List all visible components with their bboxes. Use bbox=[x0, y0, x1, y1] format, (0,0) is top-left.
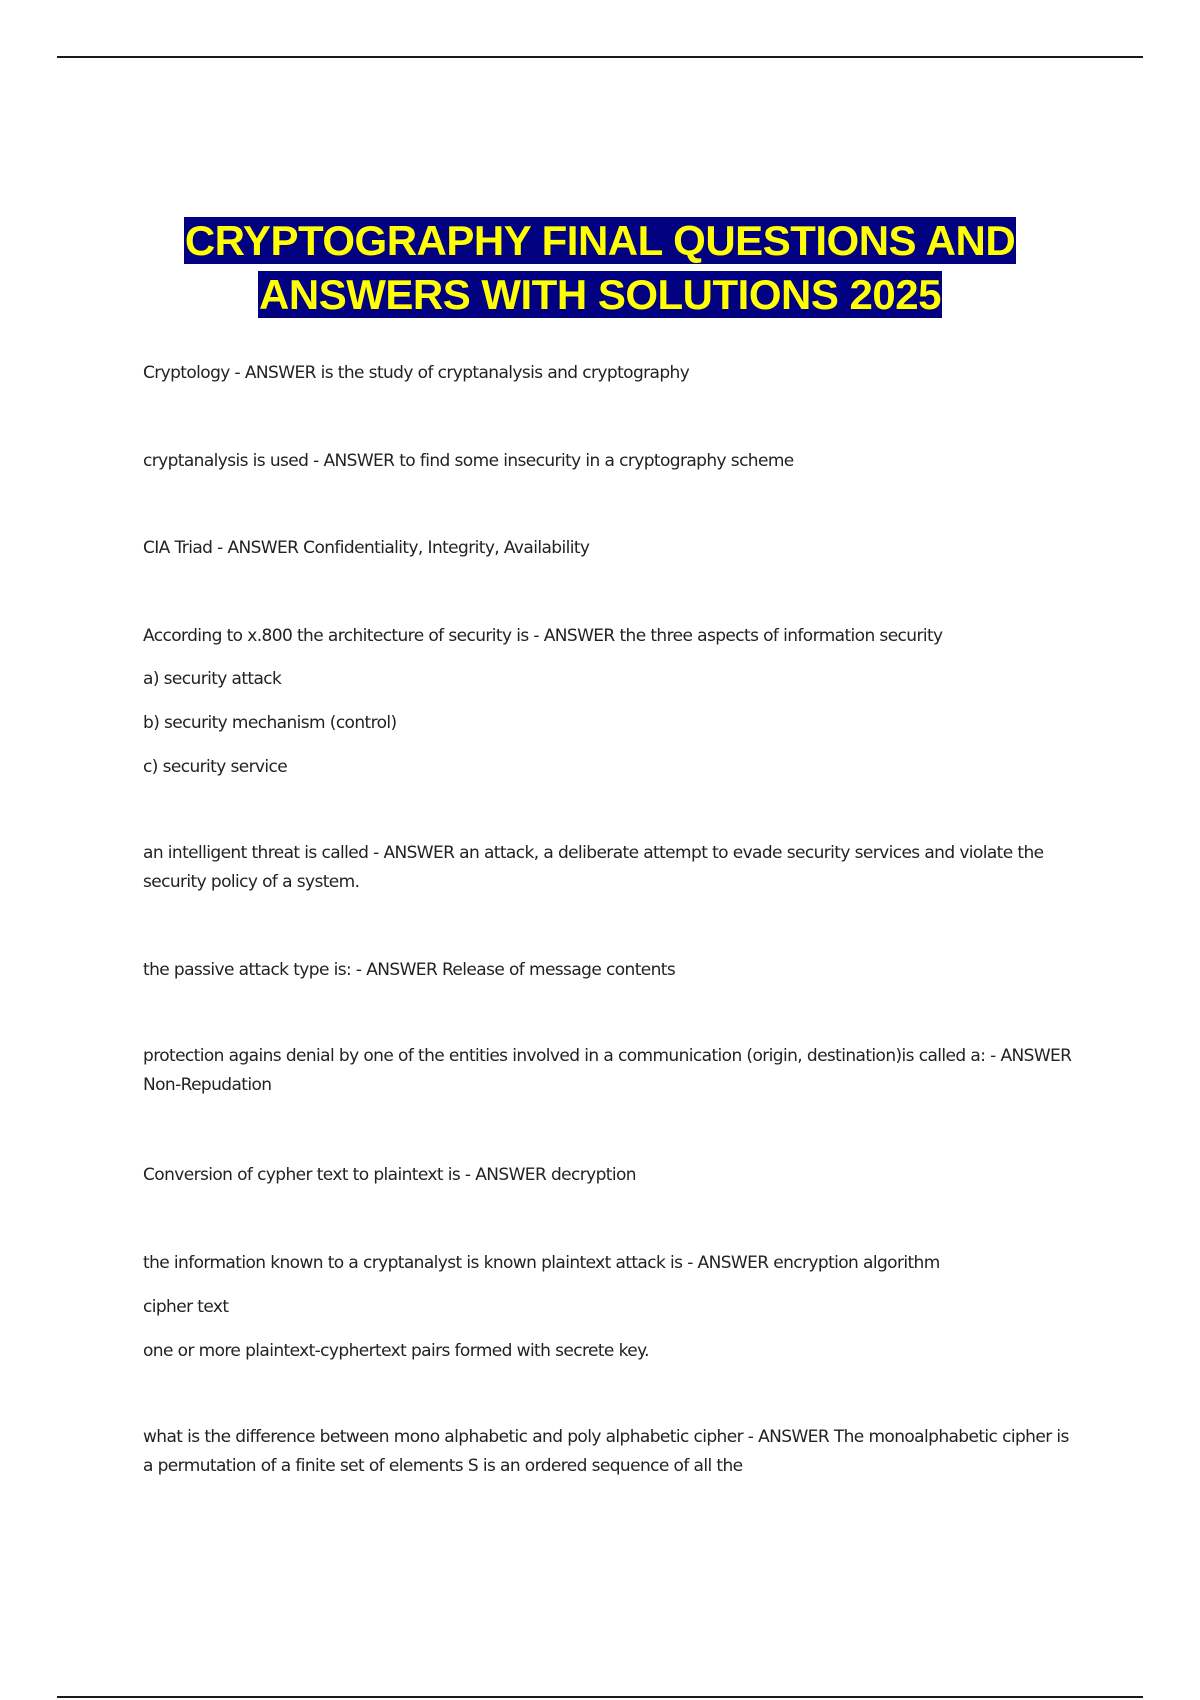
qa-item: Conversion of cypher text to plaintext is - ANSWER decryption bbox=[143, 1165, 636, 1185]
qa-item: an intelligent threat is called - ANSWER an attack, a deliberate attempt to evade security services and violate the security policy of a system. bbox=[143, 843, 1044, 892]
qa-subitem: c) security service bbox=[143, 757, 288, 777]
title-line-2: ANSWERS WITH SOLUTIONS 2025 bbox=[259, 271, 941, 318]
qa-item: the information known to a cryptanalyst is known plaintext attack is - ANSWER encryption algorithm bbox=[143, 1253, 940, 1273]
document-title bbox=[0, 214, 1200, 322]
footer-rule bbox=[57, 1696, 1143, 1698]
qa-subitem: one or more plaintext-cyphertext pairs formed with secrete key. bbox=[143, 1341, 649, 1361]
header-rule bbox=[57, 56, 1143, 58]
qa-item: what is the difference between mono alphabetic and poly alphabetic cipher - ANSWER The monoalphabetic cipher is a permutation of a finite set of elements S is an ordered sequence of all the bbox=[143, 1427, 1069, 1476]
qa-item: the passive attack type is: - ANSWER Release of message contents bbox=[143, 960, 676, 980]
qa-subitem: b) security mechanism (control) bbox=[143, 713, 397, 733]
qa-item: protection agains denial by one of the entities involved in a communication (origin, destination)is called a: - ANSWER Non-Repudation bbox=[143, 1046, 1072, 1095]
qa-subitem: cipher text bbox=[143, 1297, 229, 1317]
title-line-1: CRYPTOGRAPHY FINAL QUESTIONS AND bbox=[184, 217, 1016, 264]
qa-subitem: a) security attack bbox=[143, 669, 282, 689]
qa-item: cryptanalysis is used - ANSWER to find some insecurity in a cryptography scheme bbox=[143, 451, 794, 471]
qa-item: CIA Triad - ANSWER Confidentiality, Integrity, Availability bbox=[143, 538, 590, 558]
qa-item: According to x.800 the architecture of security is - ANSWER the three aspects of information security bbox=[143, 626, 943, 646]
qa-item: Cryptology - ANSWER is the study of cryptanalysis and cryptography bbox=[143, 363, 690, 383]
